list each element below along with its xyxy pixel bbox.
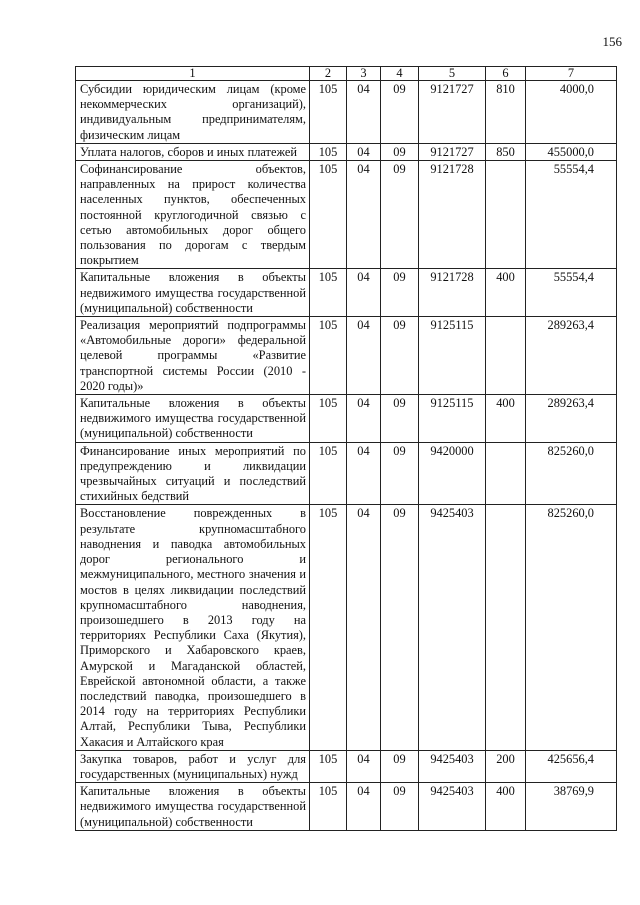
- item-name: Софинансирование объектов, направленных на прирост количества населенных пунктов, обеспеченных постоянной круглогодичной связью с сетью автомобильных дорог общего пользования по дорогам с твердым покрытием: [76, 161, 310, 269]
- item-name: Капитальные вложения в объекты недвижимого имущества государственной (муниципальной) собственности: [76, 269, 310, 317]
- code-target: 9121727: [419, 143, 486, 160]
- code-expense-type: 810: [486, 81, 526, 144]
- code-expense-type: 400: [486, 783, 526, 831]
- code-expense-type: 400: [486, 269, 526, 317]
- item-name: Капитальные вложения в объекты недвижимого имущества государственной (муниципальной) собственности: [76, 783, 310, 831]
- code-target: 9425403: [419, 505, 486, 750]
- code-expense-type: 850: [486, 143, 526, 160]
- code-section: 04: [347, 750, 381, 782]
- budget-table: [75, 66, 617, 831]
- code-target: 9420000: [419, 442, 486, 505]
- code-subsection: 09: [381, 143, 419, 160]
- amount: 425656,4: [526, 750, 617, 782]
- code-ministry: 105: [310, 395, 347, 443]
- code-expense-type: [486, 505, 526, 750]
- code-subsection: 09: [381, 750, 419, 782]
- item-name: Реализация мероприятий подпрограммы «Автомобильные дороги» федеральной целевой программы «Развитие транспортной системы России (2010 - 2020 годы)»: [76, 317, 310, 395]
- code-section: 04: [347, 505, 381, 750]
- code-ministry: 105: [310, 269, 347, 317]
- table-row: [76, 783, 617, 831]
- table-row: [76, 317, 617, 395]
- code-section: 04: [347, 442, 381, 505]
- column-header: 5: [419, 67, 486, 81]
- code-section: 04: [347, 81, 381, 144]
- code-target: 9121728: [419, 269, 486, 317]
- code-expense-type: [486, 161, 526, 269]
- table-row: [76, 505, 617, 750]
- code-ministry: 105: [310, 143, 347, 160]
- code-ministry: 105: [310, 81, 347, 144]
- item-name: Уплата налогов, сборов и иных платежей: [76, 143, 310, 160]
- code-subsection: 09: [381, 317, 419, 395]
- column-header: 2: [310, 67, 347, 81]
- code-expense-type: [486, 442, 526, 505]
- code-ministry: 105: [310, 750, 347, 782]
- code-subsection: 09: [381, 442, 419, 505]
- column-header: 7: [526, 67, 617, 81]
- amount: 289263,4: [526, 395, 617, 443]
- code-ministry: 105: [310, 161, 347, 269]
- code-section: 04: [347, 143, 381, 160]
- amount: 825260,0: [526, 442, 617, 505]
- code-target: 9121727: [419, 81, 486, 144]
- code-expense-type: 400: [486, 395, 526, 443]
- table-row: [76, 442, 617, 505]
- column-header: 4: [381, 67, 419, 81]
- table-row: [76, 750, 617, 782]
- column-header: 6: [486, 67, 526, 81]
- code-target: 9121728: [419, 161, 486, 269]
- page-number: 156: [602, 34, 622, 49]
- code-section: 04: [347, 395, 381, 443]
- code-target: 9425403: [419, 750, 486, 782]
- code-subsection: 09: [381, 161, 419, 269]
- table-row: [76, 269, 617, 317]
- table-row: [76, 161, 617, 269]
- item-name: Закупка товаров, работ и услуг для государственных (муниципальных) нужд: [76, 750, 310, 782]
- item-name: Капитальные вложения в объекты недвижимого имущества государственной (муниципальной) собственности: [76, 395, 310, 443]
- code-expense-type: 200: [486, 750, 526, 782]
- code-target: 9125115: [419, 395, 486, 443]
- column-header: 1: [76, 67, 310, 81]
- amount: 4000,0: [526, 81, 617, 144]
- item-name: Субсидии юридическим лицам (кроме некоммерческих организаций), индивидуальным предпринимателям, физическим лицам: [76, 81, 310, 144]
- code-section: 04: [347, 269, 381, 317]
- table-row: [76, 395, 617, 443]
- table-row: [76, 81, 617, 144]
- table-row: [76, 143, 617, 160]
- code-section: 04: [347, 161, 381, 269]
- code-ministry: 105: [310, 317, 347, 395]
- amount: 55554,4: [526, 161, 617, 269]
- amount: 38769,9: [526, 783, 617, 831]
- code-expense-type: [486, 317, 526, 395]
- code-target: 9425403: [419, 783, 486, 831]
- code-subsection: 09: [381, 395, 419, 443]
- amount: 455000,0: [526, 143, 617, 160]
- code-ministry: 105: [310, 783, 347, 831]
- code-subsection: 09: [381, 505, 419, 750]
- code-subsection: 09: [381, 783, 419, 831]
- amount: 55554,4: [526, 269, 617, 317]
- code-subsection: 09: [381, 81, 419, 144]
- code-ministry: 105: [310, 505, 347, 750]
- column-header: 3: [347, 67, 381, 81]
- table-header-row: [76, 67, 617, 81]
- amount: 289263,4: [526, 317, 617, 395]
- code-target: 9125115: [419, 317, 486, 395]
- code-subsection: 09: [381, 269, 419, 317]
- item-name: Восстановление поврежденных в результате крупномасштабного наводнения и паводка автомобильных дорог регионального и межмуниципального, местного значения и мостов в целях ликвидации последствий крупномасштабного наводнения, произошедшего в 2013 году на территориях Республики Саха (Якутия), Приморского и Хабаровского краев, Амурской и Магаданской областей, Еврейской автономной области, а также последствий паводка, произошедшего в 2014 году на территориях Республики Алтай, Республики Тыва, Республики Хакасия и Алтайского края: [76, 505, 310, 750]
- item-name: Финансирование иных мероприятий по предупреждению и ликвидации чрезвычайных ситуаций и последствий стихийных бедствий: [76, 442, 310, 505]
- code-section: 04: [347, 317, 381, 395]
- amount: 825260,0: [526, 505, 617, 750]
- code-ministry: 105: [310, 442, 347, 505]
- code-section: 04: [347, 783, 381, 831]
